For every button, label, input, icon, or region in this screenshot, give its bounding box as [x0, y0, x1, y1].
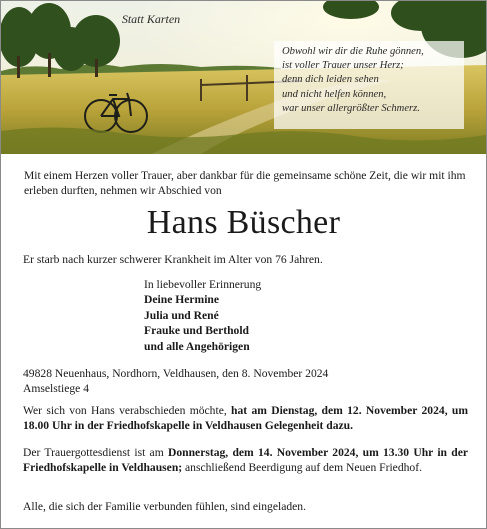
deceased-name: Hans Büscher: [146, 204, 341, 241]
mourner-name: Frauke und Berthold: [144, 324, 250, 338]
header-label: Statt Karten: [121, 12, 181, 26]
farewell-details: hat am Dienstag, dem 12. November 2024, um 18.00 Uhr in der Friedhofskapelle in Veldhausen Gelegenheit dazu.: [23, 404, 468, 432]
service-text: Der Trauergottesdienst ist am: [23, 446, 168, 459]
mourners-block: [144, 277, 261, 354]
invitation-text: Alle, die sich der Familie verbunden fühlen, sind eingeladen.: [23, 500, 306, 513]
mourner-name: und alle Angehörigen: [144, 339, 250, 353]
poem-line: denn dich leiden sehen: [282, 74, 379, 86]
mourners-intro: In liebevoller Erinnerung: [144, 278, 262, 291]
service-paragraph: [23, 445, 468, 475]
poem-box: [274, 41, 464, 129]
poem-line: und nicht helfen können,: [282, 88, 387, 100]
poem-line: war unser allergrößter Schmerz.: [282, 102, 420, 114]
farewell-text: Wer sich von Hans verabschieden möchte,: [23, 404, 232, 417]
place-date-line: 49828 Neuenhaus, Nordhorn, Veldhausen, den 8. November 2024: [23, 367, 329, 380]
death-note: Er starb nach kurzer schwerer Krankheit im Alter von 76 Jahren.: [23, 253, 323, 266]
address-line: Amselstiege 4: [23, 382, 90, 395]
mourner-name: Deine Hermine: [144, 293, 220, 307]
poem-line: ist voller Trauer unser Herz;: [282, 60, 404, 72]
place-date: [23, 366, 328, 396]
mourner-name: Julia und René: [144, 308, 219, 322]
service-details: Donnerstag, dem 14. November 2024, um 13.30 Uhr in der Friedhofskapelle in Veldhausen;: [23, 446, 469, 474]
farewell-paragraph: [23, 403, 468, 433]
poem-line: Obwohl wir dir die Ruhe gönnen,: [282, 46, 424, 57]
intro-text: Mit einem Herzen voller Trauer, aber dankbar für die gemeinsame schöne Zeit, die wir mit ihm erleben durften, nehmen wir Abschied von: [24, 169, 466, 197]
burial-text: anschließend Beerdigung auf dem Neuen Friedhof.: [182, 461, 422, 474]
